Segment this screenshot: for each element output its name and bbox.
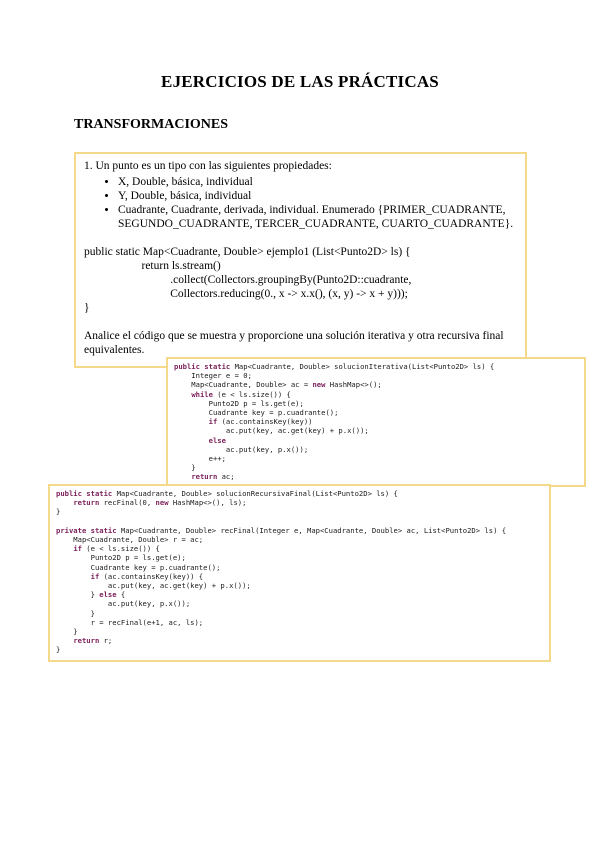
iterative-code: public static Map<Cuadrante, Double> solucionIterativa(List<Punto2D> ls) { Integer e = 0; Map<Cuadrante, Double> ac = new HashMap<>(); while (e < ls.size()) { Punto2D p = ls.get(e); Cuadrante key = p.cuadrante(); if (ac.containsKey(key)) ac.put(key, ac.get(key) + p.x()); else ac.put(key, p.x()); e++; } return ac; [174,362,495,482]
exercise-question: Analice el código que se muestra y proporcione una solución iterativa y otra recursiva final equivalentes. [84,330,504,356]
property-item: • Cuadrante, Cuadrante, derivada, individual. Enumerado {PRIMER_CUADRANTE, SEGUNDO_CUADRANTE, TERCER_CUADRANTE, CUARTO_CUADRANTE}. [118,203,517,231]
document-title: EJERCICIOS DE LAS PRÁCTICAS [161,72,439,91]
exercise-intro: 1. Un punto es un tipo con las siguientes propiedades: [84,160,332,172]
property-item: • X, Double, básica, individual [118,175,517,189]
section-heading: TRANSFORMACIONES [74,117,229,132]
recursive-code: public static Map<Cuadrante, Double> solucionRecursivaFinal(List<Punto2D> ls) { return recFinal(0, new HashMap<>(), ls); } private static Map<Cuadrante, Double> recFinal(Integer e, Map<Cuadrante, Double> ac, List<Punto2D> ls) { Map<Cuadrante, Double> r = ac; if (e < ls.size()) { Punto2D p = ls.get(e); Cuadrante key = p.cuadrante(); if (ac.containsKey(key)) { ac.put(key, ac.get(key) + p.x()); } else { ac.put(key, p.x()); } r = recFinal(e+1, ac, ls); } return r; } [56,489,507,655]
example-code: public static Map<Cuadrante, Double> ejemplo1 (List<Punto2D> ls) { return ls.stream() .collect(Collectors.groupingBy(Punto2D::cuadrante, Collectors.reducing(0., x -> x.x(), (x, y) -> x + y))); } [84,246,412,314]
recursive-solution-box [48,484,551,662]
property-list [84,175,517,231]
iterative-solution-box [166,357,586,487]
property-item: • Y, Double, básica, individual [118,189,517,203]
exercise-box [74,152,527,368]
